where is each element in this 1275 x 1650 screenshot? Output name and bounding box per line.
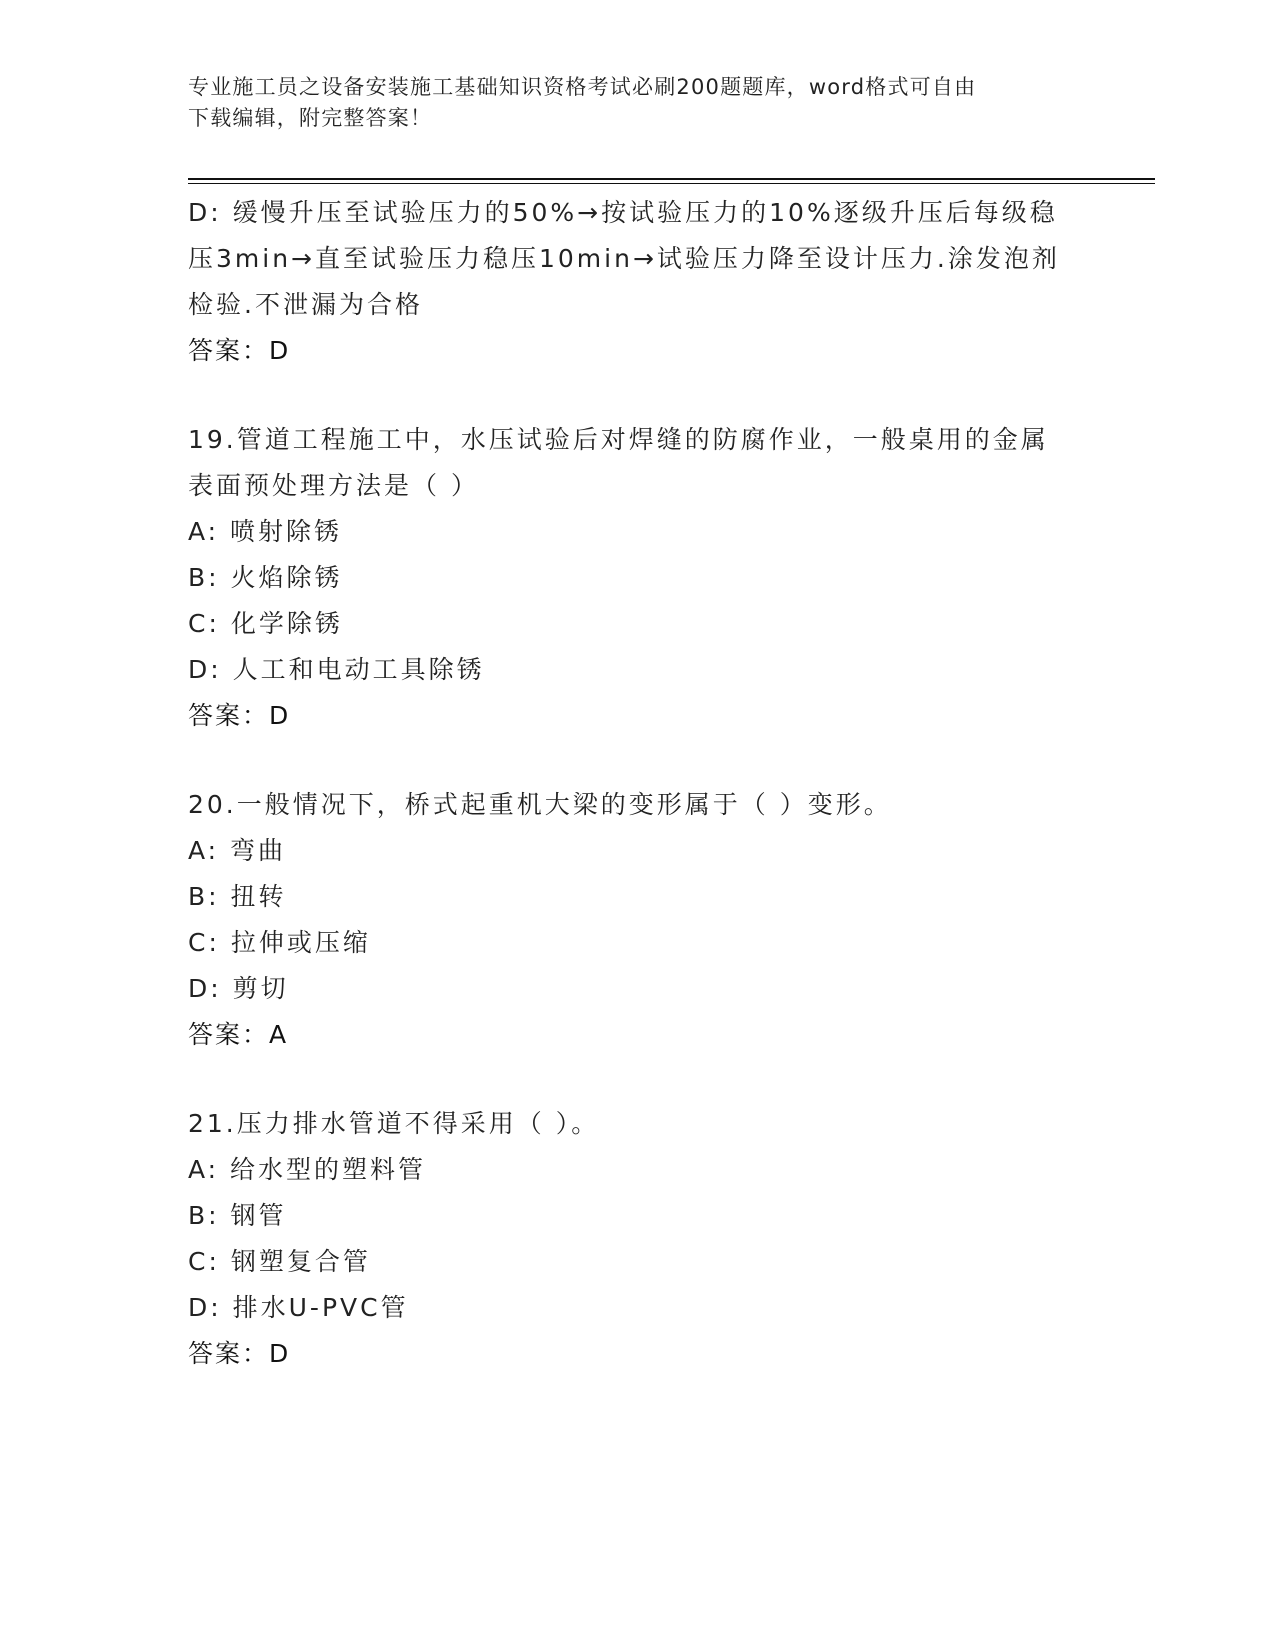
header-divider-thick <box>188 178 1155 180</box>
option-c: C: 钢塑复合管 <box>188 1247 371 1276</box>
option-d: D: 人工和电动工具除锈 <box>188 655 485 684</box>
header-line-2: 下载编辑，附完整答案！ <box>188 106 433 130</box>
spacer <box>188 374 1088 417</box>
spacer <box>188 739 1088 782</box>
answer-line: 答案：D <box>188 1339 291 1368</box>
option-b: B: 扭转 <box>188 882 287 911</box>
question-stem-line: 20.一般情况下，桥式起重机大梁的变形属于（ ）变形。 <box>188 790 892 819</box>
answer-line: 答案：A <box>188 1020 289 1049</box>
question-21 <box>188 1101 1088 1377</box>
option-d: D: 排水U-PVC管 <box>188 1293 409 1322</box>
answer-line: 答案：D <box>188 336 291 365</box>
option-c: C: 拉伸或压缩 <box>188 928 371 957</box>
document-header <box>188 72 1068 134</box>
question-stem-line: 21.压力排水管道不得采用（ ）。 <box>188 1109 600 1138</box>
question-stem-line: 表面预处理方法是（ ） <box>188 471 479 500</box>
option-b: B: 火焰除锈 <box>188 563 343 592</box>
answer-line: 答案：D <box>188 701 291 730</box>
question-stem-line: 19.管道工程施工中，水压试验后对焊缝的防腐作业，一般桌用的金属 <box>188 425 1049 454</box>
option-a: A: 给水型的塑料管 <box>188 1155 427 1184</box>
question-content <box>188 190 1088 1377</box>
header-divider-thin <box>188 183 1155 184</box>
spacer <box>188 1058 1088 1101</box>
option-a: A: 弯曲 <box>188 836 287 865</box>
continued-question <box>188 190 1088 374</box>
option-d: D: 剪切 <box>188 974 289 1003</box>
option-d-line-1: D: 缓慢升压至试验压力的50%→按试验压力的10%逐级升压后每级稳 <box>188 198 1058 227</box>
option-c: C: 化学除锈 <box>188 609 343 638</box>
question-19 <box>188 417 1088 739</box>
header-line-1: 专业施工员之设备安装施工基础知识资格考试必刷200题题库，word格式可自由 <box>188 75 977 99</box>
option-a: A: 喷射除锈 <box>188 517 343 546</box>
option-b: B: 钢管 <box>188 1201 287 1230</box>
option-d-line-2: 压3min→直至试验压力稳压10min→试验压力降至设计压力.涂发泡剂 <box>188 244 1060 273</box>
option-d-line-3: 检验.不泄漏为合格 <box>188 290 423 319</box>
question-20 <box>188 782 1088 1058</box>
